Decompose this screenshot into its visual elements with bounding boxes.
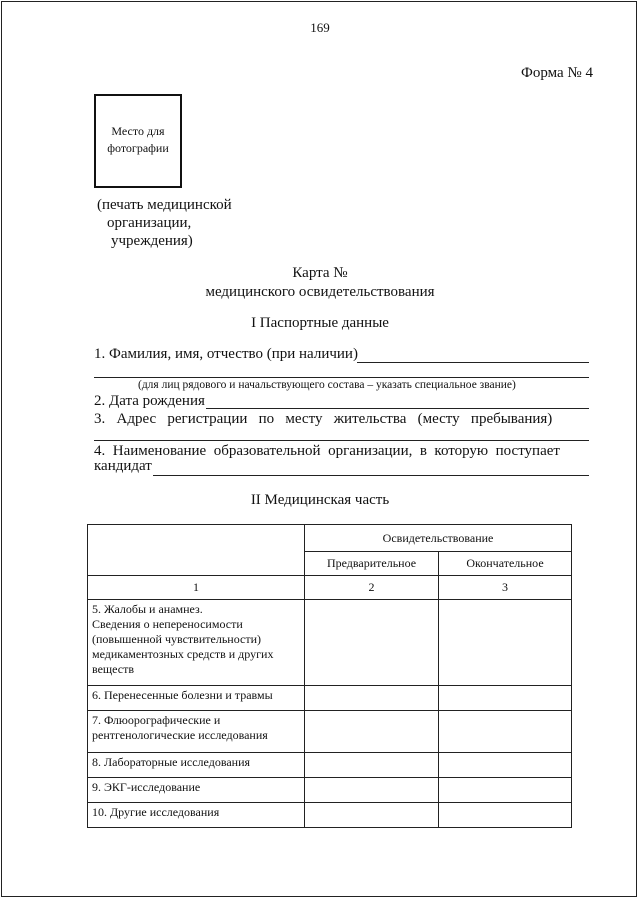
col-number-3: 3 <box>439 576 572 600</box>
medical-table <box>87 524 572 828</box>
institution-line[interactable] <box>153 475 589 476</box>
passport-section-heading: I Паспортные данные <box>251 315 389 331</box>
cell-preliminary-lab[interactable] <box>305 753 439 778</box>
photo-placeholder-box <box>94 94 182 188</box>
stamp-note-line2: организации, <box>107 215 192 231</box>
cell-final-lab[interactable] <box>439 753 572 778</box>
cell-preliminary-complaints[interactable] <box>305 600 439 686</box>
birth-date-label: 2. Дата рождения <box>94 393 205 409</box>
cell-preliminary-other[interactable] <box>305 803 439 828</box>
card-title-line1: Карта № <box>292 265 348 281</box>
cell-final-fluorography[interactable] <box>439 711 572 753</box>
birth-date-line[interactable] <box>206 408 589 409</box>
full-name-line[interactable] <box>357 362 589 363</box>
row-label-ecg: 9. ЭКГ-исследование <box>88 778 305 803</box>
row-label-complaints: 5. Жалобы и анамнез. Сведения о непереносимости (повышенной чувствительности) медикаментозных средств и других веществ <box>88 600 305 686</box>
cell-preliminary-fluorography[interactable] <box>305 711 439 753</box>
cell-final-diseases[interactable] <box>439 686 572 711</box>
table-row <box>88 778 572 803</box>
stamp-note-line3: учреждения) <box>111 233 193 249</box>
page-number: 169 <box>310 20 330 35</box>
stamp-note-line1: (печать медицинской <box>97 197 232 213</box>
full-name-label: 1. Фамилия, имя, отчество (при наличии) <box>94 346 358 362</box>
table-row <box>88 803 572 828</box>
cell-final-ecg[interactable] <box>439 778 572 803</box>
row-label-diseases: 6. Перенесенные болезни и травмы <box>88 686 305 711</box>
institution-label-cont: кандидат <box>94 458 152 474</box>
table-row <box>88 600 572 686</box>
col-number-2: 2 <box>305 576 439 600</box>
medical-section-heading: II Медицинская часть <box>250 492 390 508</box>
col-number-1: 1 <box>88 576 305 600</box>
cell-preliminary-ecg[interactable] <box>305 778 439 803</box>
full-name-line-2[interactable] <box>94 377 589 378</box>
col-header-preliminary: Предварительное <box>305 552 439 576</box>
card-title-line2: медицинского освидетельствования <box>205 284 435 300</box>
address-label: 3. Адрес регистрации по месту жительства (месту пребывания) <box>94 411 553 427</box>
address-line[interactable] <box>94 440 589 441</box>
table-row <box>88 686 572 711</box>
photo-placeholder-label <box>96 123 180 157</box>
cell-final-other[interactable] <box>439 803 572 828</box>
photo-label-line2: фотографии <box>107 141 169 155</box>
cell-preliminary-diseases[interactable] <box>305 686 439 711</box>
table-row <box>88 711 572 753</box>
row-label-lab: 8. Лабораторные исследования <box>88 753 305 778</box>
exam-group-header: Освидетельствование <box>305 525 572 552</box>
stamp-note <box>97 196 232 250</box>
rank-hint: (для лиц рядового и начальствующего состава – указать специальное звание) <box>138 379 516 391</box>
row-label-fluorography: 7. Флюорографические и рентгенологические исследования <box>88 711 305 753</box>
table-header-blank <box>88 525 305 576</box>
institution-label: 4. Наименование образовательной организации, в которую поступает <box>94 443 560 459</box>
photo-label-line1: Место для <box>111 124 165 138</box>
cell-final-complaints[interactable] <box>439 600 572 686</box>
table-row <box>88 753 572 778</box>
card-title <box>0 264 640 302</box>
col-header-final: Окончательное <box>439 552 572 576</box>
row-label-other: 10. Другие исследования <box>88 803 305 828</box>
form-number: Форма № 4 <box>521 65 593 81</box>
